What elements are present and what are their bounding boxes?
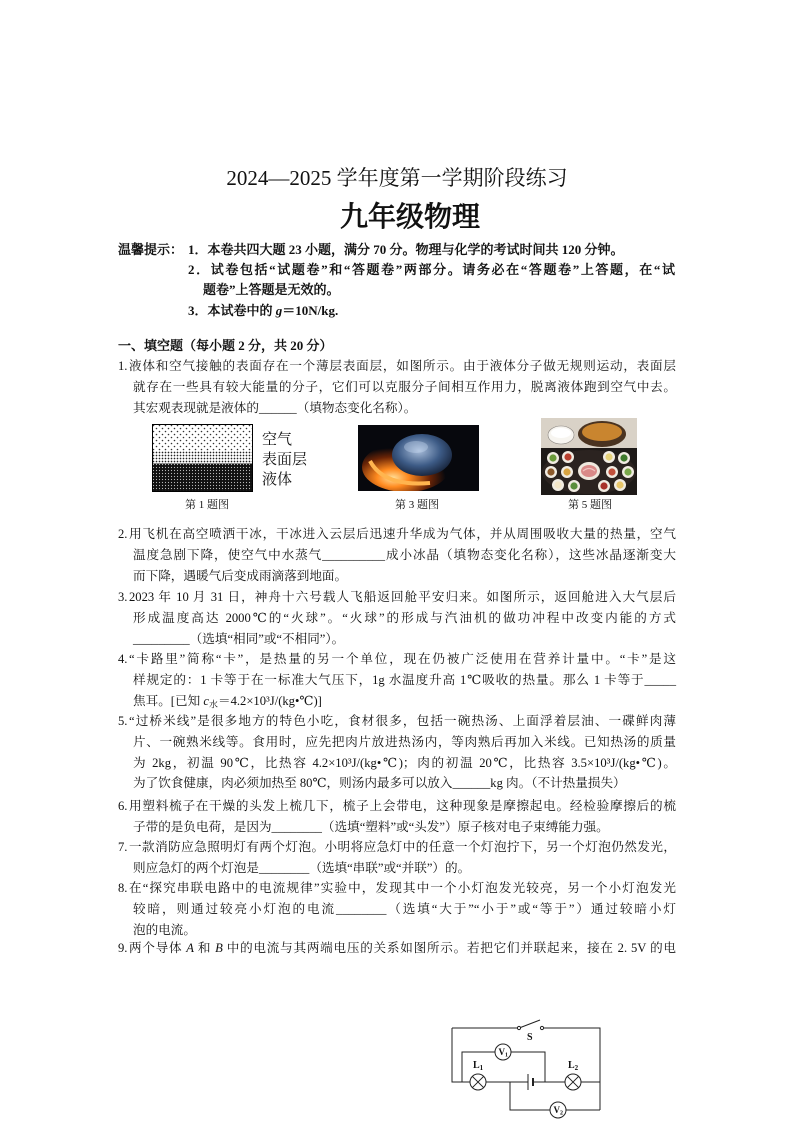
- question-text: 为了饮食健康，肉必须加热至 80℃，则汤内最多可以放入______kg 肉。（不计热量损失）: [133, 776, 626, 791]
- figure-3-caption: 第 3 题图: [395, 499, 439, 511]
- question-text: [129, 938, 676, 959]
- question-text: “卡路里”简称“卡”，是热量的另一个单位，现在仍被广泛使用在营养计量中。“卡”是这: [129, 652, 676, 666]
- question-9: [118, 938, 678, 959]
- lamp-l2-subscript: 2: [574, 1064, 579, 1072]
- question-line: [118, 691, 678, 712]
- question-text: 用飞机在高空喷洒干冰，干冰进入云层后迅速升华成为气体，并从周围吸收大量的热量，空气: [129, 527, 676, 541]
- question-line: [118, 649, 678, 670]
- soup-bowl: [578, 421, 626, 447]
- question-line: [118, 837, 678, 858]
- variable-symbol: c: [203, 693, 209, 708]
- question-line: [118, 796, 678, 817]
- question-text: 2023 年 10 月 31 日，神舟十六号载人飞船返回舱平安归来。如图所示，返回舱进入大气层后: [129, 590, 676, 604]
- tip-item-1: 1．本卷共四大题 23 小题，满分 70 分。物理与化学的考试时间共 120 分钟。: [188, 242, 624, 257]
- voltmeter-v2-symbol: V: [553, 1105, 560, 1115]
- question-text: 较暗，则通过较亮小灯泡的电流________（选填“大于”“小于”或“等于”）通过较暗小灯: [133, 901, 676, 916]
- lamp-l1: [470, 1074, 486, 1090]
- surface-layer-labels: [262, 430, 307, 490]
- air-molecules: [153, 425, 253, 451]
- question-line: [118, 899, 678, 920]
- switch-s: [517, 1020, 543, 1030]
- question-text: 而下降，遇暖气后变成雨滴落到地面。: [133, 568, 348, 583]
- battery: [528, 1074, 533, 1090]
- lamp-l2: [565, 1074, 581, 1090]
- text-run: 两个导体: [129, 941, 187, 955]
- voltmeter-v2-subscript: 2: [560, 1110, 563, 1117]
- tip-2-line: [188, 280, 675, 300]
- question-line: [118, 817, 678, 838]
- rice-noodle-meal-photo: [541, 418, 637, 495]
- question-line: [118, 711, 678, 732]
- meat-slices-plate: [578, 462, 600, 480]
- question-1: [118, 356, 678, 418]
- surface-molecules: [153, 451, 253, 464]
- question-text: [133, 694, 322, 708]
- figure-1-caption: 第 1 题图: [185, 499, 229, 511]
- tip-1: [118, 240, 624, 260]
- question-2: [118, 524, 678, 586]
- tip-item-3: 3．本试卷中的: [188, 303, 276, 318]
- text-run: ＝4.2×10³J/(kg•℃)]: [217, 693, 322, 708]
- text-run: 焦耳。[已知: [133, 693, 204, 708]
- lamp-l1-subscript: 1: [479, 1064, 484, 1072]
- subscript: 水: [208, 698, 218, 709]
- question-line: [118, 356, 678, 377]
- question-line: [118, 566, 678, 587]
- tip-label: 温馨提示：: [118, 242, 184, 257]
- question-text: 为 2kg，初温 90℃，比热容 4.2×10³J/(kg•℃)；肉的初温 20℃，比热容 3.5×10³J/(kg•℃)。: [133, 755, 676, 770]
- question-number: 2.: [118, 527, 128, 541]
- question-text: 形成温度高达 2000℃的“火球”。“火球”的形成与汽油机的做功冲程中改变内能的方式: [133, 610, 676, 625]
- circuit-diagram: [448, 1015, 608, 1123]
- figure-5-caption: 第 5 题图: [568, 499, 612, 511]
- question-text: 一款消防应急照明灯有两个灯泡。小明将应急灯中的任意一个灯泡拧下，另一个灯泡仍然发光，: [129, 840, 676, 854]
- question-text: 子带的是负电荷，是因为________（选填“塑料”或“头发”）原子核对电子束缚能力强。: [133, 819, 609, 834]
- switch-label: S: [527, 1032, 533, 1043]
- question-8: [118, 878, 678, 940]
- question-line: [118, 753, 678, 774]
- voltmeter-v1-subscript: 1: [505, 1052, 508, 1059]
- label-liquid: 液体: [262, 472, 293, 488]
- text-run: 中的电流与其两端电压的关系如图所示。若把它们并联起来，接在 2. 5V 的电: [222, 941, 677, 955]
- capsule-highlight: [404, 441, 428, 453]
- question-line: [118, 858, 678, 879]
- question-line: [118, 629, 678, 650]
- text-run: 和: [193, 941, 216, 955]
- exam-subject: 九年级物理: [339, 202, 480, 233]
- tip-item-2: 2．试卷包括“试题卷”和“答题卷”两部分。请务必在“答题卷”上答题，在“试: [188, 262, 675, 277]
- question-number: 3.: [118, 590, 128, 604]
- section-title: 一、填空题（每小题 2 分，共 20 分）: [118, 338, 333, 353]
- lamp-l2-symbol: L: [568, 1060, 575, 1071]
- label-surface-layer: 表面层: [262, 452, 308, 468]
- lamp-l2-label: [568, 1060, 579, 1072]
- question-line: [118, 938, 678, 959]
- question-line: [118, 878, 678, 899]
- question-line: [118, 377, 678, 398]
- question-number: 8.: [118, 881, 128, 895]
- capsule-fireball-photo: [358, 425, 479, 491]
- question-text: 液体和空气接触的表面存在一个薄层表面层，如图所示。由于液体分子做无规则运动，表面层: [129, 359, 676, 373]
- capsule-body: [392, 434, 452, 476]
- label-air: 空气: [262, 432, 293, 448]
- variable-symbol: B: [215, 941, 223, 955]
- exam-title: 2024—2025 学年度第一学期阶段练习: [226, 166, 568, 190]
- question-text: 就存在一些具有较大能量的分子，它们可以克服分子间相互作用力，脱离液体跑到空气中去。: [133, 379, 676, 394]
- question-text: 在“探究串联电路中的电流规律”实验中，发现其中一个小灯泡发光较亮，另一个小灯泡发光: [129, 881, 676, 895]
- gravity-symbol: g: [275, 303, 283, 318]
- question-line: [118, 773, 678, 794]
- question-number: 9.: [118, 941, 128, 955]
- question-number: 5.: [118, 714, 128, 728]
- lamp-l1-symbol: L: [473, 1060, 480, 1071]
- voltmeter-v1-symbol: V: [498, 1047, 505, 1057]
- question-number: 4.: [118, 652, 128, 666]
- question-line: [118, 398, 678, 419]
- surface-layer-diagram: [152, 424, 254, 493]
- question-line: [118, 587, 678, 608]
- tip-item-2-cont: 题卷”上答题是无效的。: [203, 282, 340, 298]
- question-line: [118, 545, 678, 566]
- question-text: 样规定的：1 卡等于在一标准大气压下，1g 水温度升高 1℃吸收的热量。那么 1 卡等于_____: [133, 672, 676, 687]
- rice-bowl: [548, 426, 574, 444]
- question-text: 片、一碗熟米线等。食用时，应先把肉片放进热汤内，等肉熟后再加入米线。已知热汤的质量: [133, 734, 676, 749]
- question-number: 6.: [118, 799, 128, 813]
- question-5: [118, 711, 678, 794]
- variable-symbol: A: [186, 941, 194, 955]
- tip-2-line: [188, 260, 675, 280]
- lamp-l1-label: [473, 1060, 484, 1072]
- tip-3: [188, 301, 338, 321]
- question-text: _________（选填“相同”或“不相同”）。: [133, 631, 345, 646]
- question-text: “过桥米线”是很多地方的特色小吃，食材很多，包括一碗热汤、上面浮着层油、一碟鲜肉薄: [129, 714, 676, 728]
- question-text: 则应急灯的两个灯泡是________（选填“串联”或“并联”）的。: [133, 860, 471, 875]
- question-number: 1.: [118, 359, 128, 373]
- question-3: [118, 587, 678, 649]
- question-6: [118, 796, 678, 838]
- liquid-region: [153, 464, 253, 492]
- question-text: 其宏观表现就是液体的______（填物态变化名称）。: [133, 400, 417, 415]
- question-text: 用塑料梳子在干燥的头发上梳几下，梳子上会带电，这种现象是摩擦起电。经检验摩擦后的梳: [129, 799, 676, 813]
- question-line: [118, 732, 678, 753]
- question-text: 泡的电流。: [133, 922, 196, 937]
- question-line: [118, 608, 678, 629]
- question-text: 温度急剧下降，使空气中水蒸气__________成小冰晶（填物态变化名称），这些冰晶逐渐变大: [133, 547, 676, 562]
- tip-item-3-value: ＝10N/kg.: [282, 303, 339, 318]
- question-4: [118, 649, 678, 711]
- question-line: [118, 670, 678, 691]
- question-number: 7.: [118, 840, 128, 854]
- question-line: [118, 524, 678, 545]
- question-7: [118, 837, 678, 879]
- tip-2: [188, 260, 675, 301]
